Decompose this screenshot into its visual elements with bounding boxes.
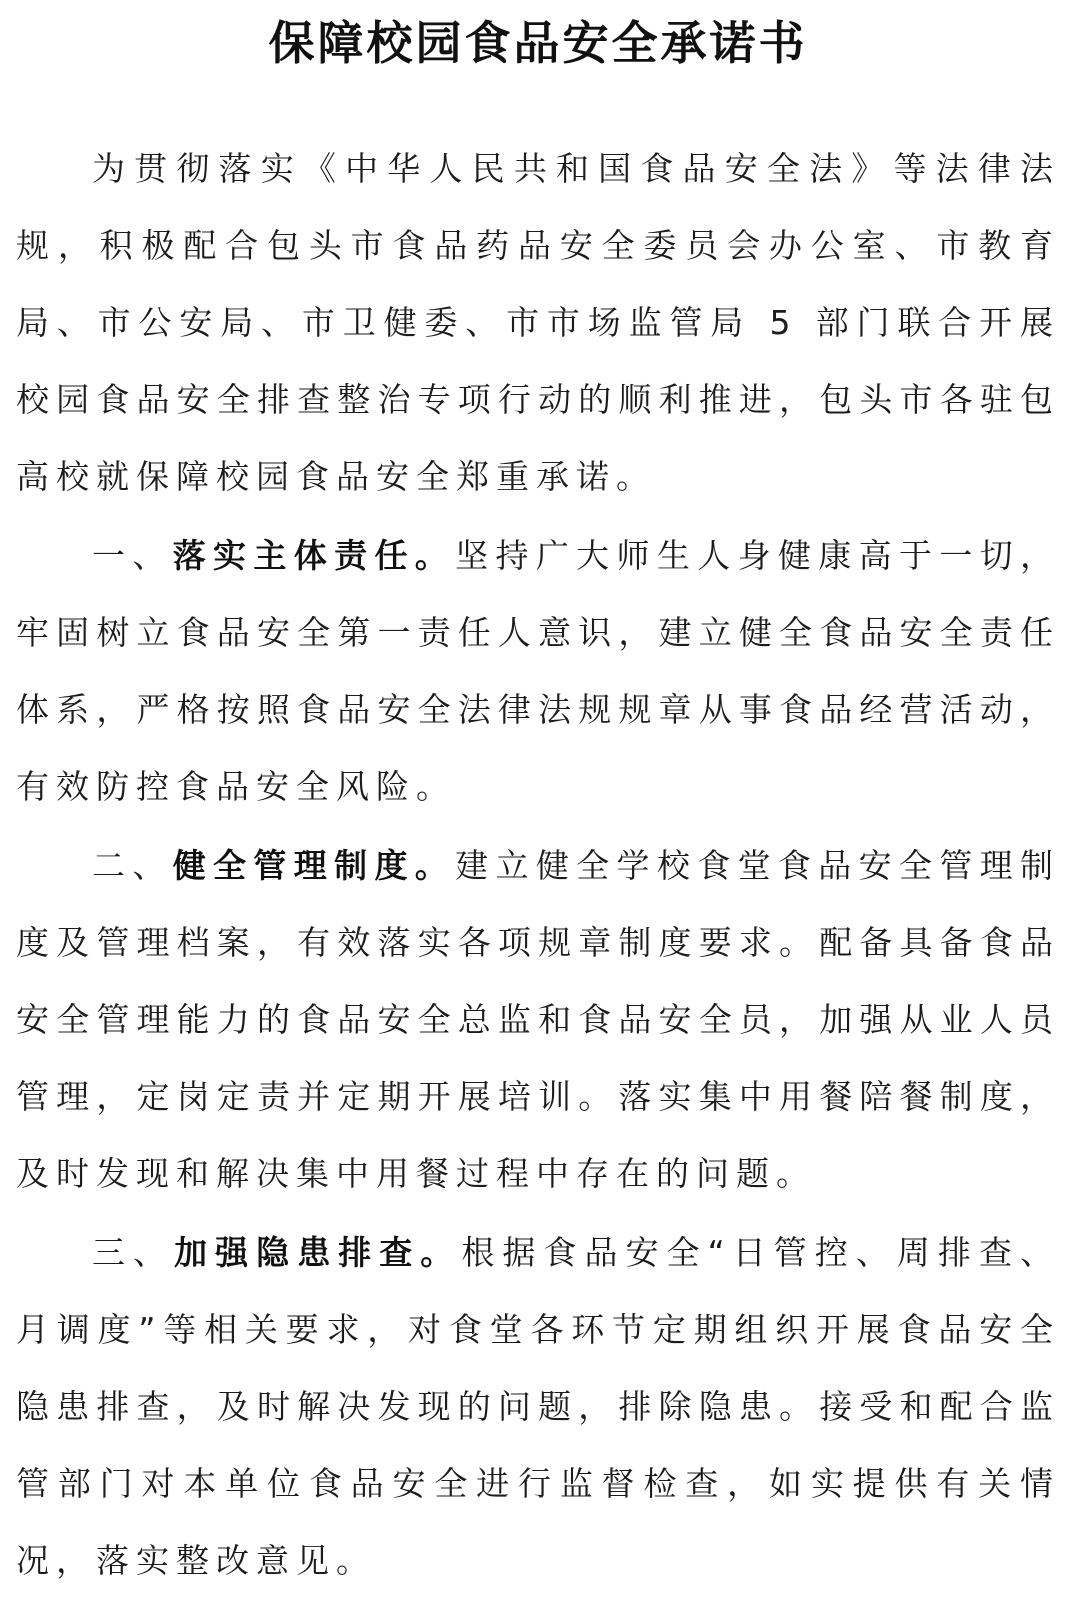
section-1-paragraph bbox=[16, 517, 1060, 825]
section-2-text: 建立健全学校食堂食品安全管理制度及管理档案，有效落实各项规章制度要求。配备具备食品安全管理能力的食品安全总监和食品安全员，加强从业人员管理，定岗定责并定期开展培训。落实集中用餐陪餐制度，及时发现和解决集中用餐过程中存在的问题。 bbox=[16, 846, 1061, 1193]
section-1-heading: 落实主体责任。 bbox=[172, 536, 456, 575]
section-3-text: 根据食品安全“日管控、周排查、月调度”等相关要求，对食堂各环节定期组织开展食品安全隐患排查，及时解决发现的问题，排除隐患。接受和配合监管部门对本单位食品安全进行监督检查，如实提供有关情况，落实整改意见。 bbox=[16, 1233, 1060, 1580]
section-3-number: 三、 bbox=[92, 1233, 175, 1272]
section-1-number: 一、 bbox=[92, 536, 173, 575]
section-3-heading: 加强隐患排查。 bbox=[174, 1233, 462, 1272]
section-1-text: 坚持广大师生人身健康高于一切，牢固树立食品安全第一责任人意识，建立健全食品安全责任体系，严格按照食品安全法律法规规章从事食品经营活动，有效防控食品安全风险。 bbox=[16, 536, 1061, 806]
intro-paragraph: 为贯彻落实《中华人民共和国食品安全法》等法律法规，积极配合包头市食品药品安全委员会办公室、市教育局、市公安局、市卫健委、市市场监管局 5 部门联合开展校园食品安全排查整治专项行动的顺利推进，包头市各驻包高校就保障校园食品安全郑重承诺。 bbox=[16, 149, 1060, 496]
section-2-heading: 健全管理制度。 bbox=[172, 846, 456, 885]
section-3-paragraph bbox=[16, 1214, 1060, 1599]
section-2-number: 二、 bbox=[92, 846, 173, 885]
document-title: 保障校园食品安全承诺书 bbox=[268, 16, 808, 70]
section-2-paragraph bbox=[16, 827, 1060, 1212]
document-body bbox=[16, 130, 1060, 1601]
